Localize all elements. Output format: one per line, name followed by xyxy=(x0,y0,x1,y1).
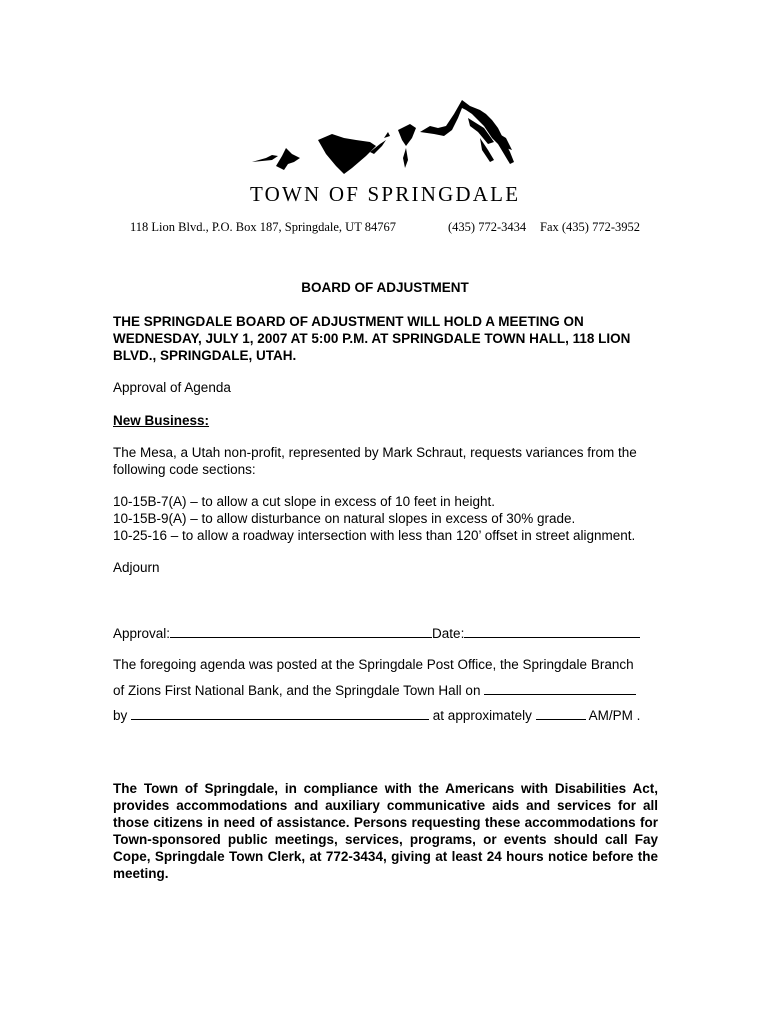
town-logo xyxy=(248,98,528,208)
approval-date-blank[interactable] xyxy=(464,625,640,638)
fax-number: Fax (435) 772-3952 xyxy=(540,220,640,234)
by-label: by xyxy=(113,708,128,723)
am-pm-label: AM/PM . xyxy=(588,708,641,723)
business-intro: The Mesa, a Utah non-profit, represented by Mark Schraut, requests variances from the following code sections: xyxy=(113,445,637,477)
approval-line xyxy=(113,625,640,641)
posting-line-2-text: of Zions First National Bank, and the Springdale Town Hall on xyxy=(113,683,481,698)
approval-label: Approval: xyxy=(113,626,171,641)
agenda-item-approval: Approval of Agenda xyxy=(113,380,231,395)
code-section-item: 10-25-16 – to allow a roadway intersection with less than 120’ offset in street alignment. xyxy=(113,528,636,543)
posted-by-blank[interactable] xyxy=(131,707,429,720)
mountain-logo-icon xyxy=(248,98,528,183)
adjourn: Adjourn xyxy=(113,560,160,575)
posted-time-blank[interactable] xyxy=(536,707,586,720)
approval-signature-blank[interactable] xyxy=(170,625,432,638)
meeting-announcement: THE SPRINGDALE BOARD OF ADJUSTMENT WILL HOLD A MEETING ON WEDNESDAY, JULY 1, 2007 AT 5:00 P.M. AT SPRINGDALE TOWN HALL, 118 LION BLVD., SPRINGDALE, UTAH. xyxy=(113,314,631,363)
code-section-item: 10-15B-9(A) – to allow disturbance on natural slopes in excess of 30% grade. xyxy=(113,511,576,526)
document-title: BOARD OF ADJUSTMENT xyxy=(301,280,469,295)
town-name: TOWN OF SPRINGDALE xyxy=(250,182,521,206)
posting-date-blank[interactable] xyxy=(484,682,636,695)
posting-line-2 xyxy=(113,682,636,698)
code-section-item: 10-15B-7(A) – to allow a cut slope in excess of 10 feet in height. xyxy=(113,494,495,509)
posting-line-3 xyxy=(113,707,640,723)
date-label: Date: xyxy=(432,626,465,641)
ada-notice: The Town of Springdale, in compliance with the Americans with Disabilities Act, provides accommodations and auxiliary communicative aids and services for all those citizens in need of assistance. Persons requesting these accommodations for Town-sponsored public meetings, services, programs, or events should call Fay Cope, Springdale Town Clerk, at 772-3434, giving at least 24 hours notice before the meeting. xyxy=(113,781,658,881)
new-business-heading: New Business: xyxy=(113,413,210,428)
address: 118 Lion Blvd., P.O. Box 187, Springdale, UT 84767 xyxy=(130,220,396,234)
at-approximately-label: at approximately xyxy=(432,708,532,723)
code-section-list xyxy=(113,493,658,544)
posting-line-1: The foregoing agenda was posted at the Springdale Post Office, the Springdale Branch xyxy=(113,657,634,672)
phone-number: (435) 772-3434 xyxy=(448,220,527,234)
